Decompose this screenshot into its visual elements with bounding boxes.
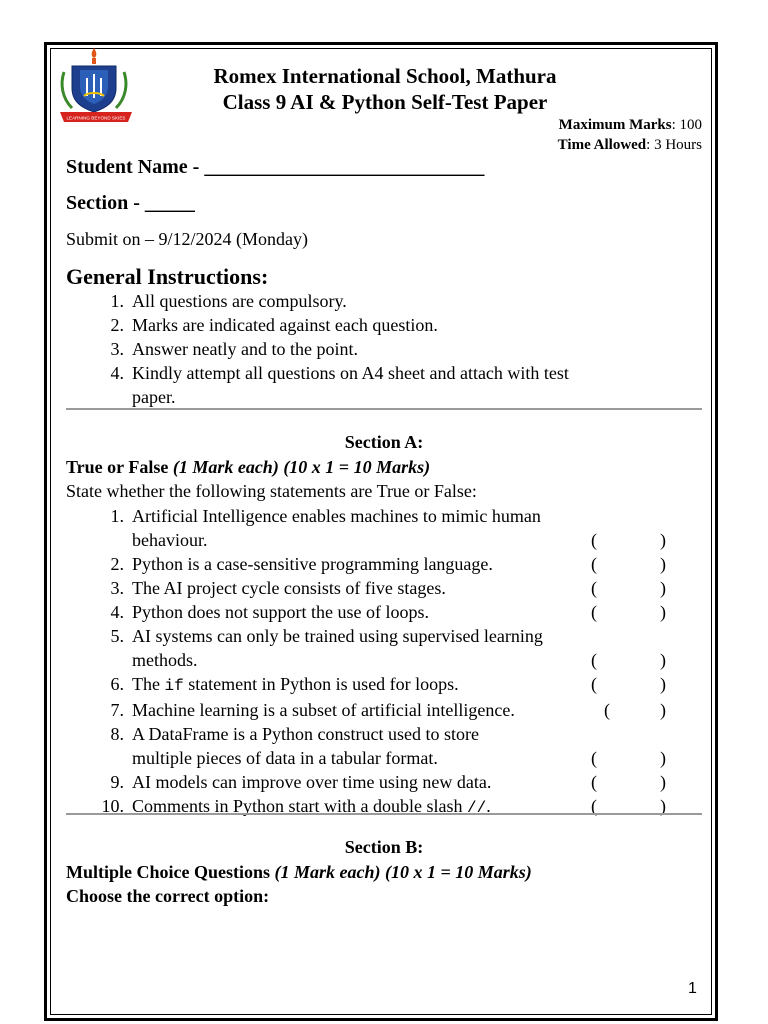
question-10: 10. Comments in Python start with a double slash //. ( ) [101, 796, 666, 817]
question-1-continued: behaviour. ( ) [132, 530, 666, 550]
question-8: 8. A DataFrame is a Python construct used to store [110, 724, 479, 744]
question-1: 1. Artificial Intelligence enables machines to mimic human [110, 506, 541, 526]
page-number: 1 [688, 980, 697, 997]
student-name-field: Student Name - ____________________________ [66, 156, 485, 178]
section-a-type: True or False (1 Mark each) (10 x 1 = 10 Marks) [66, 457, 431, 477]
list-item: 1. All questions are compulsory. [110, 291, 347, 311]
question-4: 4. Python does not support the use of loops. ( ) [110, 602, 666, 622]
list-item: 2. Marks are indicated against each question. [110, 315, 438, 335]
true-false-list [66, 504, 702, 820]
question-5-continued: methods. ( ) [132, 650, 666, 670]
section-a-title: Section A: [344, 432, 424, 452]
section-b-prompt: Choose the correct option: [66, 886, 270, 906]
school-logo [54, 46, 138, 128]
section-field: Section - _____ [66, 192, 195, 214]
section-b-title: Section B: [344, 837, 424, 857]
school-name: Romex International School, Mathura [213, 64, 557, 88]
general-instructions-heading: General Instructions: [66, 264, 269, 289]
question-5: 5. AI systems can only be trained using supervised learning [110, 626, 543, 646]
time-allowed: Time Allowed: 3 Hours [557, 137, 702, 153]
list-item: 4. Kindly attempt all questions on A4 sheet and attach with test [110, 363, 569, 383]
question-2: 2. Python is a case-sensitive programming language. ( ) [110, 554, 666, 574]
code-double-slash: // [467, 799, 487, 817]
list-item: 3. Answer neatly and to the point. [110, 339, 358, 359]
question-9: 9. AI models can improve over time using new data. ( ) [110, 772, 666, 792]
paper-title: Class 9 AI & Python Self-Test Paper [222, 90, 548, 114]
question-8-continued: multiple pieces of data in a tabular format. ( ) [132, 748, 666, 768]
divider [66, 813, 702, 815]
maximum-marks: Maximum Marks: 100 [558, 117, 702, 133]
instructions-list [66, 289, 686, 409]
question-7: 7. Machine learning is a subset of artificial intelligence. ( ) [110, 700, 666, 720]
section-b-type: Multiple Choice Questions (1 Mark each) (10 x 1 = 10 Marks) [66, 862, 532, 882]
divider [66, 408, 702, 410]
question-6: 6. The if statement in Python is used for loops. ( ) [110, 674, 666, 695]
svg-text:LEARNING BEYOND SKIES: LEARNING BEYOND SKIES [66, 115, 126, 121]
code-if: if [164, 677, 184, 695]
section-a-prompt: State whether the following statements are True or False: [66, 481, 477, 501]
submit-date: Submit on – 9/12/2024 (Monday) [66, 229, 308, 249]
question-3: 3. The AI project cycle consists of five stages. ( ) [110, 578, 666, 598]
list-item-continued: paper. [132, 387, 176, 407]
